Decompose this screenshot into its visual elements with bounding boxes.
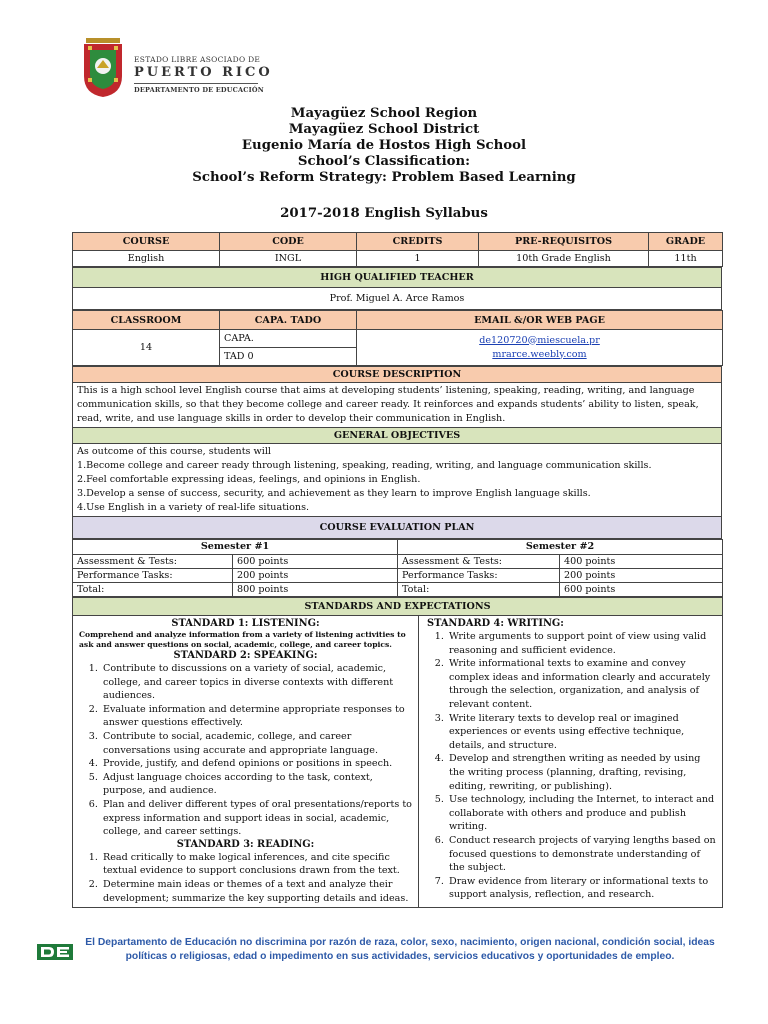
sem1-label: Performance Tasks: bbox=[73, 569, 233, 583]
contact-links bbox=[357, 330, 723, 366]
email-web-header: EMAIL &/OR WEB PAGE bbox=[357, 311, 723, 330]
credits-header: CREDITS bbox=[357, 233, 479, 251]
logo-divider bbox=[134, 83, 258, 84]
list-item: 5. Use technology, including the Internet, to interact and collaborate with others and produce and publish writing. bbox=[447, 793, 716, 834]
objective-item: 4.Use English in a variety of real-life situations. bbox=[77, 502, 310, 513]
objective-item: 1.Become college and career ready through listening, speaking, reading, writing, and language communication skills. bbox=[77, 460, 652, 471]
writing-list bbox=[425, 630, 716, 902]
classroom-header: CLASSROOM bbox=[73, 311, 220, 330]
list-item: 1. Write arguments to support point of view using valid reasoning and sufficient evidence. bbox=[447, 630, 716, 657]
standard-1-text: Comprehend and analyze information from a variety of listening activities to ask and answer questions on social, academic, college, and career topics. bbox=[79, 630, 406, 649]
standards-right-column bbox=[419, 616, 723, 908]
list-item: 1. Contribute to discussions on a variety of social, academic, college, and career topics in diverse contexts with different audiences. bbox=[101, 662, 412, 703]
sem1-value: 600 points bbox=[233, 555, 398, 569]
list-item: 5. Adjust language choices according to the task, context, purpose, and audience. bbox=[101, 771, 412, 798]
code-header: CODE bbox=[220, 233, 357, 251]
course-description-text: This is a high school level English course that aims at developing students’ listening, speaking, reading, writing, and language communication skills, so that they become college and career ready. It reinforces and expands students’ ability to listen, speak, read, write, and use language skills in order to develop their communication in English. bbox=[73, 383, 722, 428]
list-item: 2. Write informational texts to examine and convey complex ideas and information clearly and accurately through the selection, organization, and analysis of relevant content. bbox=[447, 657, 716, 711]
sem1-label: Total: bbox=[73, 583, 233, 597]
syllabus-table bbox=[72, 232, 722, 908]
grade-value: 11th bbox=[649, 251, 723, 267]
list-item: 6. Plan and deliver different types of oral presentations/reports to express information and support ideas in social, academic, college, and career settings. bbox=[101, 798, 412, 839]
email-link[interactable]: de120720@miescuela.pr bbox=[479, 334, 600, 346]
reading-list bbox=[79, 851, 412, 905]
footer-line-2: políticas o religiosas, edad o impedimento en sus actividades, servicios educativos y oportunidades de empleo. bbox=[125, 951, 675, 962]
speaking-list bbox=[79, 662, 412, 839]
standards-table bbox=[72, 597, 723, 908]
school-reform-strategy: School’s Reform Strategy: Problem Based Learning bbox=[192, 170, 576, 185]
general-objectives-header: GENERAL OBJECTIVES bbox=[73, 428, 722, 444]
sem2-label: Performance Tasks: bbox=[398, 569, 560, 583]
sem2-value: 200 points bbox=[560, 569, 723, 583]
teacher-name: Prof. Miguel A. Arce Ramos bbox=[73, 288, 722, 310]
de-logo-icon bbox=[37, 942, 73, 962]
list-item: 2. Determine main ideas or themes of a text and analyze their development; summarize the key supporting details and ideas. bbox=[101, 878, 412, 905]
school-district: Mayagüez School District bbox=[288, 122, 480, 137]
general-objectives-list bbox=[73, 444, 722, 517]
prerequisites-value: 10th Grade English bbox=[479, 251, 649, 267]
course-info-table bbox=[72, 232, 723, 267]
list-item: 4. Provide, justify, and defend opinions or positions in speech. bbox=[101, 757, 412, 771]
grade-header: GRADE bbox=[649, 233, 723, 251]
list-item: 3. Contribute to social, academic, college, and career conversations using accurate and appropriate language. bbox=[101, 730, 412, 757]
department-logo bbox=[82, 38, 273, 100]
list-item: 7. Draw evidence from literary or informational texts to support analysis, reflection, and research. bbox=[447, 875, 716, 902]
sem2-label: Assessment & Tests: bbox=[398, 555, 560, 569]
non-discrimination-notice bbox=[80, 936, 720, 964]
course-description-header: COURSE DESCRIPTION bbox=[73, 367, 722, 383]
description-table bbox=[72, 366, 722, 539]
list-item: 3. Write literary texts to develop real or imagined experiences or events using effective technique, details, and structure. bbox=[447, 712, 716, 753]
school-classification: School’s Classification: bbox=[297, 154, 471, 169]
syllabus-title: 2017-2018 English Syllabus bbox=[280, 206, 488, 221]
list-item: 1. Read critically to make logical inferences, and cite specific textual evidence to support conclusions drawn from the text. bbox=[101, 851, 412, 878]
capa-tado-header: CAPA. TADO bbox=[220, 311, 357, 330]
school-name: Eugenio María de Hostos High School bbox=[241, 138, 527, 153]
contact-table bbox=[72, 310, 723, 366]
puerto-rico-seal-icon bbox=[82, 38, 124, 98]
web-page-link[interactable]: mrarce.weebly.com bbox=[492, 348, 587, 360]
list-item: 4. Develop and strengthen writing as needed by using the writing process (planning, drafting, revising, editing, rewriting, or publishing). bbox=[447, 752, 716, 793]
tado-value: TAD 0 bbox=[220, 348, 357, 366]
capa-value: CAPA. bbox=[220, 330, 357, 348]
course-value: English bbox=[73, 251, 220, 267]
list-item: 2. Evaluate information and determine appropriate responses to answer questions effectively. bbox=[101, 703, 412, 730]
semester-1-title: Semester #1 bbox=[73, 540, 398, 555]
sem1-value: 800 points bbox=[233, 583, 398, 597]
school-region: Mayagüez School Region bbox=[290, 106, 478, 121]
standard-3-title: STANDARD 3: READING: bbox=[176, 838, 315, 850]
prerequisites-header: PRE-REQUISITOS bbox=[479, 233, 649, 251]
objective-item: 3.Develop a sense of success, security, and achievement as they learn to improve English language skills. bbox=[77, 488, 591, 499]
teacher-header: HIGH QUALIFIED TEACHER bbox=[73, 268, 722, 288]
logo-line-3: DEPARTAMENTO DE EDUCACIÓN bbox=[134, 86, 264, 94]
standards-header: STANDARDS AND EXPECTATIONS bbox=[73, 598, 723, 616]
logo-line-2: PUERTO RICO bbox=[134, 65, 273, 80]
credits-value: 1 bbox=[357, 251, 479, 267]
footer-line-1: El Departamento de Educación no discrimina por razón de raza, color, sexo, nacimiento, origen nacional, condición social, ideas bbox=[85, 937, 715, 948]
sem2-value: 400 points bbox=[560, 555, 723, 569]
sem1-value: 200 points bbox=[233, 569, 398, 583]
course-header: COURSE bbox=[73, 233, 220, 251]
objective-item: 2.Feel comfortable expressing ideas, feelings, and opinions in English. bbox=[77, 474, 421, 485]
classroom-value: 14 bbox=[73, 330, 220, 366]
standard-2-title: STANDARD 2: SPEAKING: bbox=[173, 650, 318, 661]
logo-line-1: ESTADO LIBRE ASOCIADO DE bbox=[134, 55, 261, 64]
teacher-table bbox=[72, 267, 722, 310]
list-item: 6. Conduct research projects of varying lengths based on focused questions to demonstrate understanding of the subject. bbox=[447, 834, 716, 875]
evaluation-plan-header: COURSE EVALUATION PLAN bbox=[73, 517, 722, 539]
semester-2-title: Semester #2 bbox=[398, 540, 723, 555]
sem2-value: 600 points bbox=[560, 583, 723, 597]
sem2-label: Total: bbox=[398, 583, 560, 597]
evaluation-table bbox=[72, 539, 723, 597]
objectives-intro: As outcome of this course, students will bbox=[77, 446, 271, 457]
standard-1-title: STANDARD 1: LISTENING: bbox=[171, 618, 320, 629]
sem1-label: Assessment & Tests: bbox=[73, 555, 233, 569]
code-value: INGL bbox=[220, 251, 357, 267]
standard-4-title: STANDARD 4: WRITING: bbox=[427, 618, 564, 629]
standards-left-column bbox=[73, 616, 419, 908]
